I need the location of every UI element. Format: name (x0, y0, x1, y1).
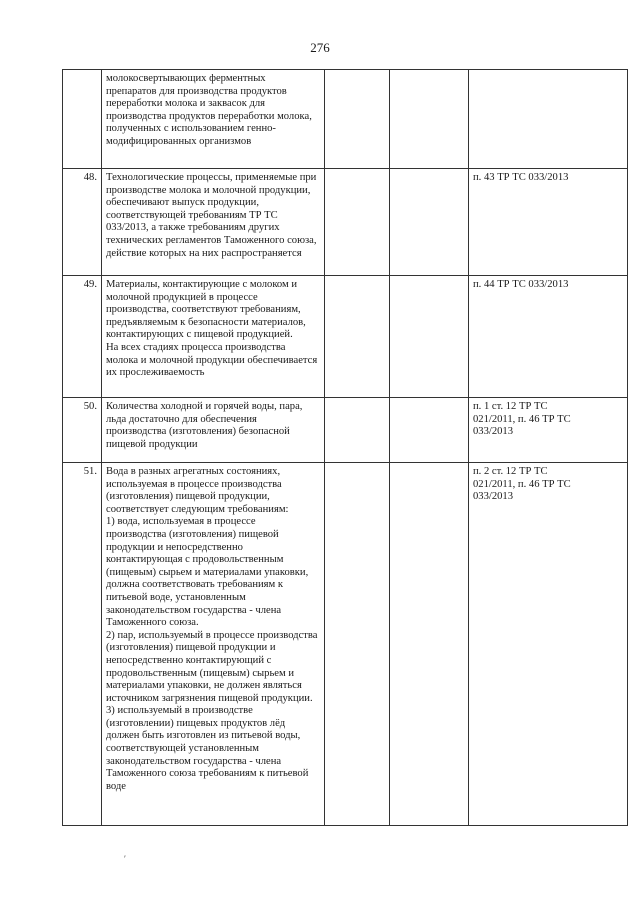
reference-cell (469, 70, 628, 169)
table-row (63, 169, 628, 276)
table-row (63, 463, 628, 826)
table-row (63, 398, 628, 463)
empty-cell (390, 398, 469, 463)
reference-cell: п. 2 ст. 12 ТР ТС 021/2011, п. 46 ТР ТС 033/2013 (469, 463, 628, 826)
table-row (63, 70, 628, 169)
row-number: 50. (63, 398, 102, 463)
requirement-text: Технологические процессы, применяемые при производстве молока и молочной продукции, обеспечивают выпуск продукции, соответствующей требованиям ТР ТС 033/2013, а также требованиям других технических регламентов Таможенного союза, действие которых на них распространяется (102, 169, 325, 276)
empty-cell (390, 276, 469, 398)
requirements-table (62, 69, 628, 826)
reference-cell: п. 44 ТР ТС 033/2013 (469, 276, 628, 398)
requirement-text: Количества холодной и горячей воды, пара, льда достаточно для обеспечения производства (изготовления) безопасной пищевой продукции (102, 398, 325, 463)
empty-cell (325, 398, 390, 463)
empty-cell (325, 70, 390, 169)
scan-mark: ′ (124, 854, 126, 864)
empty-cell (390, 463, 469, 826)
empty-cell (390, 169, 469, 276)
empty-cell (325, 463, 390, 826)
empty-cell (325, 276, 390, 398)
page-number: 276 (310, 40, 330, 55)
row-number: 51. (63, 463, 102, 826)
row-number (63, 70, 102, 169)
requirement-text: молокосвертывающих ферментных препаратов для производства продуктов переработки молока и заквасок для производства продуктов переработки молока, полученных с использованием генно- модифицированных организмов (102, 70, 325, 169)
reference-cell: п. 43 ТР ТС 033/2013 (469, 169, 628, 276)
requirement-text: Вода в разных агрегатных состояниях, используемая в процессе производства (изготовления) пищевой продукции, соответствует следующим требованиям: 1) вода, используемая в процессе производства (изготовления) пищевой продукции и непосредственно контактирующая с продовольственным (пищевым) сырьем и материалами упаковки, должна соответствовать требованиям к питьевой воде, установленным законодательством государства - члена Таможенного союза. 2) пар, используемый в процессе производства (изготовления) пищевой продукции и непосредственно контактирующий с продовольственным (пищевым) сырьем и материалами упаковки, не должен являться источником загрязнения пищевой продукции. 3) используемый в производстве (изготовлении) пищевых продуктов лёд должен быть изготовлен из питьевой воды, соответствующей установленным законодательством государства - члена Таможенного союза требованиям к питьевой воде (102, 463, 325, 826)
row-number: 48. (63, 169, 102, 276)
row-number: 49. (63, 276, 102, 398)
table-row (63, 276, 628, 398)
reference-cell: п. 1 ст. 12 ТР ТС 021/2011, п. 46 ТР ТС 033/2013 (469, 398, 628, 463)
empty-cell (325, 169, 390, 276)
requirement-text: Материалы, контактирующие с молоком и молочной продукцией в процессе производства, соответствуют требованиям, предъявляемым к безопасности материалов, контактирующих с пищевой продукцией. На всех стадиях процесса производства молока и молочной продукции обеспечивается их прослеживаемость (102, 276, 325, 398)
empty-cell (390, 70, 469, 169)
